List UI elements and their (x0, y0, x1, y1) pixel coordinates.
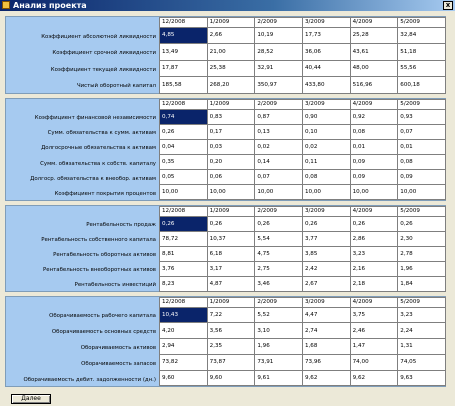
table-row (160, 60, 446, 77)
table-row (160, 185, 446, 200)
row-labels-area (6, 17, 159, 93)
grid-cell[interactable]: 32,84 (398, 27, 446, 44)
column-header[interactable]: 5/2009 (398, 100, 446, 110)
grid-cell[interactable]: 0,01 (350, 139, 398, 154)
grid-cell[interactable]: 10,00 (398, 185, 446, 200)
column-header[interactable]: 1/2009 (207, 100, 255, 110)
grid-cell[interactable]: 73,96 (302, 354, 350, 370)
column-header[interactable]: 2/2009 (255, 207, 303, 217)
grid-cell[interactable]: 0,93 (398, 109, 446, 124)
column-header[interactable]: 12/2008 (160, 298, 208, 308)
grid-cell[interactable]: 0,83 (207, 109, 255, 124)
grid-cell[interactable]: 0,09 (398, 170, 446, 185)
grid-cell[interactable]: 13,49 (160, 44, 208, 61)
grid-cell[interactable]: 350,97 (255, 77, 303, 94)
table-row (160, 139, 446, 154)
grid-cell[interactable]: 0,03 (207, 139, 255, 154)
grid-cell[interactable]: 0,74 (160, 109, 208, 124)
grid-cell[interactable]: 2,16 (350, 261, 398, 276)
grid-cell[interactable]: 2,94 (160, 339, 208, 355)
grid-cell[interactable]: 0,11 (302, 154, 350, 169)
table-row (160, 109, 446, 124)
grid-cell[interactable]: 25,38 (207, 60, 255, 77)
grid-cell[interactable]: 1,96 (398, 261, 446, 276)
grid-cell[interactable]: 10,00 (160, 185, 208, 200)
grid-cell[interactable]: 2,42 (302, 261, 350, 276)
column-header[interactable]: 4/2009 (350, 298, 398, 308)
grid-cell[interactable]: 3,17 (207, 261, 255, 276)
grid-cell[interactable]: 0,02 (302, 139, 350, 154)
grid-cell[interactable]: 2,46 (350, 323, 398, 339)
row-label: Долгосрочные обязательства к активам (41, 145, 156, 152)
table-row (160, 154, 446, 169)
grid-cell[interactable]: 0,26 (207, 216, 255, 231)
grid-cell[interactable]: 17,73 (302, 27, 350, 44)
grid-cell[interactable]: 5,54 (255, 231, 303, 246)
grid-cell[interactable]: 55,56 (398, 60, 446, 77)
grid-cell[interactable]: 74,05 (398, 354, 446, 370)
grid-cell[interactable]: 268,20 (207, 77, 255, 94)
grid-cell[interactable]: 1,31 (398, 339, 446, 355)
grid-cell[interactable]: 32,91 (255, 60, 303, 77)
row-label: Оборачиваемость основных средств (51, 329, 156, 336)
grid-cell[interactable]: 2,35 (207, 339, 255, 355)
row-label: Рентабельность оборотных активов (53, 252, 156, 258)
grid-cell[interactable]: 0,17 (207, 124, 255, 139)
grid-cell[interactable]: 4,20 (160, 323, 208, 339)
data-grid[interactable] (159, 206, 446, 292)
row-label: Оборачиваемость активов (80, 345, 156, 351)
data-grid[interactable] (159, 99, 446, 200)
grid-cell[interactable]: 0,09 (350, 154, 398, 169)
grid-cell[interactable]: 0,02 (255, 139, 303, 154)
grid-cell[interactable]: 6,18 (207, 246, 255, 261)
section-panel (5, 296, 446, 387)
grid-cell[interactable]: 0,87 (255, 109, 303, 124)
column-header[interactable]: 2/2009 (255, 100, 303, 110)
row-label: Рентабельность продаж (86, 222, 156, 228)
section-panel (5, 205, 446, 292)
column-header[interactable]: 5/2009 (398, 18, 446, 28)
row-label: Коэффициент финансовой независимости (34, 115, 156, 122)
table-row (160, 354, 446, 370)
grid-cell[interactable]: 3,23 (350, 246, 398, 261)
grid-cell[interactable]: 0,26 (255, 216, 303, 231)
grid-cell[interactable]: 0,08 (398, 154, 446, 169)
grid-cell[interactable]: 10,00 (350, 185, 398, 200)
column-header[interactable]: 12/2008 (160, 18, 208, 28)
grid-cell[interactable]: 9,61 (255, 370, 303, 386)
grid-cell[interactable]: 2,86 (350, 231, 398, 246)
title-bar (0, 0, 455, 11)
column-header[interactable]: 4/2009 (350, 18, 398, 28)
grid-cell[interactable]: 10,37 (207, 231, 255, 246)
column-header[interactable]: 4/2009 (350, 207, 398, 217)
table-row (160, 44, 446, 61)
grid-cell[interactable]: 73,82 (160, 354, 208, 370)
grid-cell[interactable]: 0,08 (302, 170, 350, 185)
grid-cell[interactable]: 3,76 (160, 261, 208, 276)
column-header[interactable]: 3/2009 (302, 100, 350, 110)
grid-cell[interactable]: 9,60 (207, 370, 255, 386)
window-title: Анализ проекта (13, 1, 87, 10)
grid-cell[interactable]: 3,46 (255, 276, 303, 291)
grid-header-row (160, 18, 446, 28)
row-label: Оборачиваемость рабочего капитала (49, 313, 156, 320)
row-label: Рентабельность собственного капитала (41, 237, 156, 243)
column-header[interactable]: 1/2009 (207, 207, 255, 217)
grid-cell[interactable]: 10,00 (255, 185, 303, 200)
grid-cell[interactable]: 21,00 (207, 44, 255, 61)
grid-cell[interactable]: 0,07 (398, 124, 446, 139)
grid-cell[interactable]: 28,52 (255, 44, 303, 61)
row-label: Коэффициент текущей ликвидности (50, 66, 156, 73)
row-label: Рентабельность инвестиций (74, 282, 156, 288)
data-grid[interactable] (159, 297, 446, 386)
grid-cell[interactable]: 9,62 (302, 370, 350, 386)
grid-cell[interactable]: 433,80 (302, 77, 350, 94)
grid-cell[interactable]: 78,72 (160, 231, 208, 246)
grid-cell[interactable]: 1,84 (398, 276, 446, 291)
grid-cell[interactable]: 8,23 (160, 276, 208, 291)
table-row (160, 246, 446, 261)
column-header[interactable]: 12/2008 (160, 100, 208, 110)
row-labels-area (6, 206, 159, 291)
grid-cell[interactable]: 7,22 (207, 307, 255, 323)
row-label: Чистый оборотный капитал (76, 83, 156, 90)
grid-cell[interactable]: 600,18 (398, 77, 446, 94)
grid-cell[interactable]: 0,06 (207, 170, 255, 185)
grid-cell[interactable]: 3,10 (255, 323, 303, 339)
table-row (160, 339, 446, 355)
grid-cell[interactable]: 9,60 (160, 370, 208, 386)
grid-cell[interactable]: 10,00 (207, 185, 255, 200)
grid-cell[interactable]: 2,24 (398, 323, 446, 339)
table-row (160, 323, 446, 339)
grid-cell[interactable]: 3,23 (398, 307, 446, 323)
close-button[interactable]: x (443, 1, 453, 10)
app-icon (2, 1, 10, 9)
grid-cell[interactable]: 0,04 (160, 139, 208, 154)
grid-cell[interactable]: 9,62 (350, 370, 398, 386)
grid-cell[interactable]: 3,77 (302, 231, 350, 246)
row-label: Сумм. обязательства к собств. капиталу (40, 160, 156, 167)
next-button[interactable]: Далее (11, 394, 51, 404)
grid-cell[interactable]: 0,26 (398, 216, 446, 231)
grid-cell[interactable]: 2,67 (302, 276, 350, 291)
column-header[interactable]: 2/2009 (255, 18, 303, 28)
table-row (160, 276, 446, 291)
grid-cell[interactable]: 25,28 (350, 27, 398, 44)
grid-cell[interactable]: 0,01 (398, 139, 446, 154)
table-row (160, 370, 446, 386)
column-header[interactable]: 1/2009 (207, 18, 255, 28)
grid-cell[interactable]: 9,63 (398, 370, 446, 386)
grid-cell[interactable]: 516,96 (350, 77, 398, 94)
grid-cell[interactable]: 4,75 (255, 246, 303, 261)
row-label: Коэффициент абсолютной ликвидности (41, 33, 156, 40)
table-row (160, 216, 446, 231)
column-header[interactable]: 1/2009 (207, 298, 255, 308)
column-header[interactable]: 5/2009 (398, 207, 446, 217)
row-label: Оборачиваемость дебит. задолженности (дн.) (23, 376, 156, 383)
grid-cell[interactable]: 0,07 (255, 170, 303, 185)
grid-header-row (160, 298, 446, 308)
row-labels-area (6, 297, 159, 386)
grid-cell[interactable]: 0,92 (350, 109, 398, 124)
grid-cell[interactable]: 8,81 (160, 246, 208, 261)
grid-header-row (160, 100, 446, 110)
grid-cell[interactable]: 0,10 (302, 124, 350, 139)
grid-cell[interactable]: 0,09 (350, 170, 398, 185)
row-label: Долгоср. обязательства к внеобор. активам (30, 175, 156, 182)
table-row (160, 124, 446, 139)
grid-cell[interactable]: 10,19 (255, 27, 303, 44)
grid-cell[interactable]: 51,18 (398, 44, 446, 61)
grid-cell[interactable]: 0,20 (207, 154, 255, 169)
grid-cell[interactable]: 0,26 (160, 124, 208, 139)
row-label: Сумм. обязательства к сумм. активам (47, 130, 156, 137)
grid-cell[interactable]: 0,26 (350, 216, 398, 231)
grid-cell[interactable]: 0,35 (160, 154, 208, 169)
table-row (160, 77, 446, 94)
section-panel (5, 98, 446, 201)
grid-cell[interactable]: 2,75 (255, 261, 303, 276)
grid-cell[interactable]: 2,30 (398, 231, 446, 246)
grid-cell[interactable]: 4,87 (207, 276, 255, 291)
column-header[interactable]: 12/2008 (160, 207, 208, 217)
grid-cell[interactable]: 1,68 (302, 339, 350, 355)
grid-cell[interactable]: 0,05 (160, 170, 208, 185)
grid-cell[interactable]: 73,87 (207, 354, 255, 370)
table-row (160, 307, 446, 323)
grid-cell[interactable]: 185,58 (160, 77, 208, 94)
column-header[interactable]: 3/2009 (302, 207, 350, 217)
grid-cell[interactable]: 0,13 (255, 124, 303, 139)
grid-cell[interactable]: 0,14 (255, 154, 303, 169)
grid-cell[interactable]: 3,75 (350, 307, 398, 323)
grid-cell[interactable]: 0,90 (302, 109, 350, 124)
grid-cell[interactable]: 1,96 (255, 339, 303, 355)
grid-cell[interactable]: 2,74 (302, 323, 350, 339)
grid-cell[interactable]: 10,00 (302, 185, 350, 200)
grid-cell[interactable]: 4,85 (160, 27, 208, 44)
row-label: Коэффициент срочной ликвидности (52, 50, 156, 57)
grid-cell[interactable]: 3,56 (207, 323, 255, 339)
grid-cell[interactable]: 2,18 (350, 276, 398, 291)
section-panel (5, 16, 446, 94)
column-header[interactable]: 3/2009 (302, 18, 350, 28)
grid-cell[interactable]: 73,91 (255, 354, 303, 370)
grid-cell[interactable]: 2,66 (207, 27, 255, 44)
grid-cell[interactable]: 0,26 (302, 216, 350, 231)
grid-cell[interactable]: 3,85 (302, 246, 350, 261)
grid-cell[interactable]: 2,78 (398, 246, 446, 261)
row-label: Коэффициент покрытия процентов (54, 190, 156, 197)
grid-header-row (160, 207, 446, 217)
column-header[interactable]: 3/2009 (302, 298, 350, 308)
row-labels-area (6, 99, 159, 200)
grid-cell[interactable]: 43,61 (350, 44, 398, 61)
column-header[interactable]: 4/2009 (350, 100, 398, 110)
row-label: Рентабельность внеоборотных активов (43, 267, 156, 273)
grid-cell[interactable]: 48,00 (350, 60, 398, 77)
data-grid[interactable] (159, 17, 446, 94)
grid-cell[interactable]: 0,08 (350, 124, 398, 139)
grid-cell[interactable]: 4,47 (302, 307, 350, 323)
grid-cell[interactable]: 5,52 (255, 307, 303, 323)
column-header[interactable]: 2/2009 (255, 298, 303, 308)
table-row (160, 170, 446, 185)
grid-cell[interactable]: 40,44 (302, 60, 350, 77)
table-row (160, 27, 446, 44)
grid-cell[interactable]: 1,47 (350, 339, 398, 355)
grid-cell[interactable]: 17,87 (160, 60, 208, 77)
grid-cell[interactable]: 10,43 (160, 307, 208, 323)
grid-cell[interactable]: 74,00 (350, 354, 398, 370)
row-label: Оборачиваемость запасов (81, 360, 156, 367)
grid-cell[interactable]: 0,26 (160, 216, 208, 231)
column-header[interactable]: 5/2009 (398, 298, 446, 308)
grid-cell[interactable]: 36,06 (302, 44, 350, 61)
table-row (160, 261, 446, 276)
table-row (160, 231, 446, 246)
